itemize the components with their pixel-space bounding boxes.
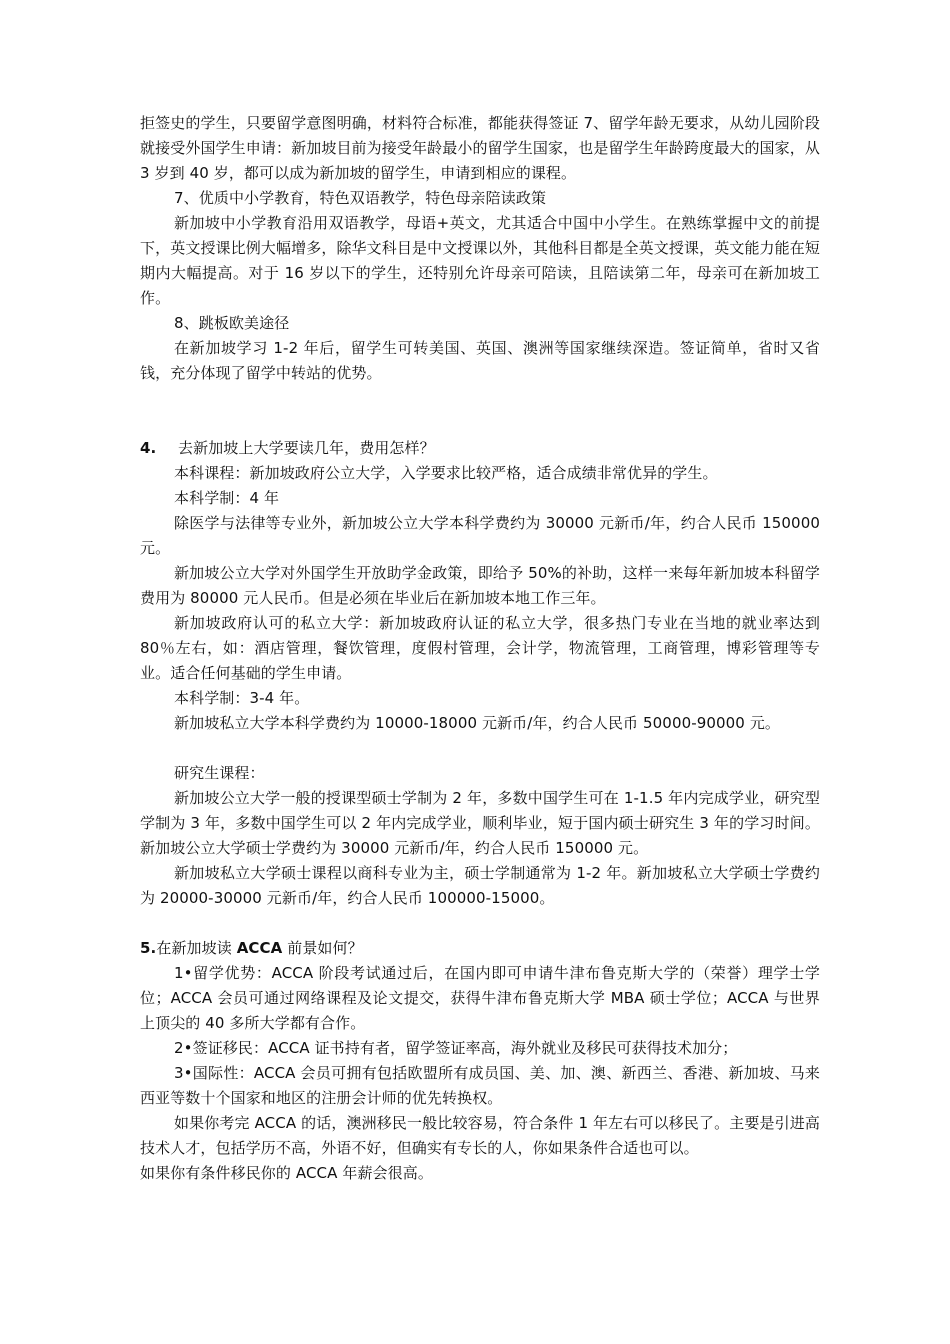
section5-p2: 2•签证移民：ACCA 证书持有者，留学签证率高，海外就业及移民可获得技术加分； (174, 1039, 738, 1057)
section4-p9: 新加坡公立大学一般的授课型硕士学制为 2 年，多数中国学生可在 1-1.5 年内完成学业，研究型学制为 3 年，多数中国学生可以 2 年内完成学业，顺利毕业，短于国内硕士研究生 3 年的学习时间。新加坡公立大学硕士学费约为 30000 元新币/年，约合人民币 150000 元。 (140, 789, 820, 857)
section4-p10: 新加坡私立大学硕士课程以商科专业为主，硕士学制通常为 1-2 年。新加坡私立大学硕士学费约为 20000-30000 元新币/年，约合人民币 100000-15000。 (140, 864, 820, 907)
section4-p1: 本科课程：新加坡政府公立大学，入学要求比较严格，适合成绩非常优异的学生。 (174, 464, 718, 482)
section4-p5: 新加坡政府认可的私立大学：新加坡政府认证的私立大学，很多热门专业在当地的就业率达到 80％左右，如：酒店管理，餐饮管理，度假村管理，会计学，物流管理，工商管理，博彩管理等专业。适合任何基础的学生申请。 (140, 614, 820, 682)
section5-p1: 1•留学优势：ACCA 阶段考试通过后，在国内即可申请牛津布鲁克斯大学的（荣誉）理学士学位；ACCA 会员可通过网络课程及论文提交，获得牛津布鲁克斯大学 MBA 硕士学位；ACCA 与世界上顶尖的 40 多所大学都有合作。 (140, 964, 820, 1032)
section4-number: 4. (140, 439, 157, 457)
section5-heading (140, 936, 820, 961)
section4-p2: 本科学制：4 年 (174, 489, 280, 507)
spacer (140, 911, 820, 936)
item7-body: 新加坡中小学教育沿用双语教学，母语+英文，尤其适合中国中小学生。在熟练掌握中文的前提下，英文授课比例大幅增多，除华文科目是中文授课以外，其他科目都是全英文授课，英文能力能在短期内大幅提高。对于 16 岁以下的学生，还特别允许母亲可陪读，且陪读第二年，母亲可在新加坡工作。 (140, 214, 820, 307)
section5-p3: 3•国际性：ACCA 会员可拥有包括欧盟所有成员国、美、加、澳、新西兰、香港、新加坡、马来西亚等数十个国家和地区的注册会计师的优先转换权。 (140, 1064, 820, 1107)
section4-p7: 新加坡私立大学本科学费约为 10000-18000 元新币/年，约合人民币 50000-90000 元。 (174, 714, 781, 732)
section4-p8: 研究生课程： (174, 764, 265, 782)
spacer (140, 386, 820, 436)
section4-p6: 本科学制：3-4 年。 (174, 689, 310, 707)
item8-body: 在新加坡学习 1-2 年后，留学生可转美国、英国、澳洲等国家继续深造。签证简单，省时又省钱，充分体现了留学中转站的优势。 (140, 339, 820, 382)
document-page (140, 111, 820, 1186)
section4-heading (140, 436, 820, 461)
section5-p4: 如果你考完 ACCA 的话，澳洲移民一般比较容易，符合条件 1 年左右可以移民了。主要是引进高技术人才，包括学历不高，外语不好，但确实有专长的人，你如果条件合适也可以。 (140, 1114, 820, 1157)
item8-title: 8、跳板欧美途径 (174, 314, 290, 332)
section5-title-c: 前景如何？ (282, 939, 363, 957)
section4-title: 去新加坡上大学要读几年，费用怎样？ (178, 439, 435, 457)
intro-paragraph: 拒签史的学生，只要留学意图明确，材料符合标准，都能获得签证 7、留学年龄无要求，从幼儿园阶段就接受外国学生申请：新加坡目前为接受年龄最小的留学生国家，也是留学生年龄跨度最大的国家，从 3 岁到 40 岁，都可以成为新加坡的留学生，申请到相应的课程。 (140, 114, 820, 182)
section5-title-acca: ACCA (236, 939, 283, 957)
section5-p5: 如果你有条件移民你的 ACCA 年薪会很高。 (140, 1164, 433, 1182)
item7-title: 7、优质中小学教育，特色双语教学，特色母亲陪读政策 (174, 189, 547, 207)
spacer (140, 736, 820, 761)
section5-number: 5. (140, 939, 157, 957)
section5-title-a: 在新加坡读 (156, 939, 237, 957)
section4-p4: 新加坡公立大学对外国学生开放助学金政策，即给予 50%的补助，这样一来每年新加坡本科留学费用为 80000 元人民币。但是必须在毕业后在新加坡本地工作三年。 (140, 564, 820, 607)
section4-p3: 除医学与法律等专业外，新加坡公立大学本科学费约为 30000 元新币/年，约合人民币 150000 元。 (140, 514, 820, 557)
